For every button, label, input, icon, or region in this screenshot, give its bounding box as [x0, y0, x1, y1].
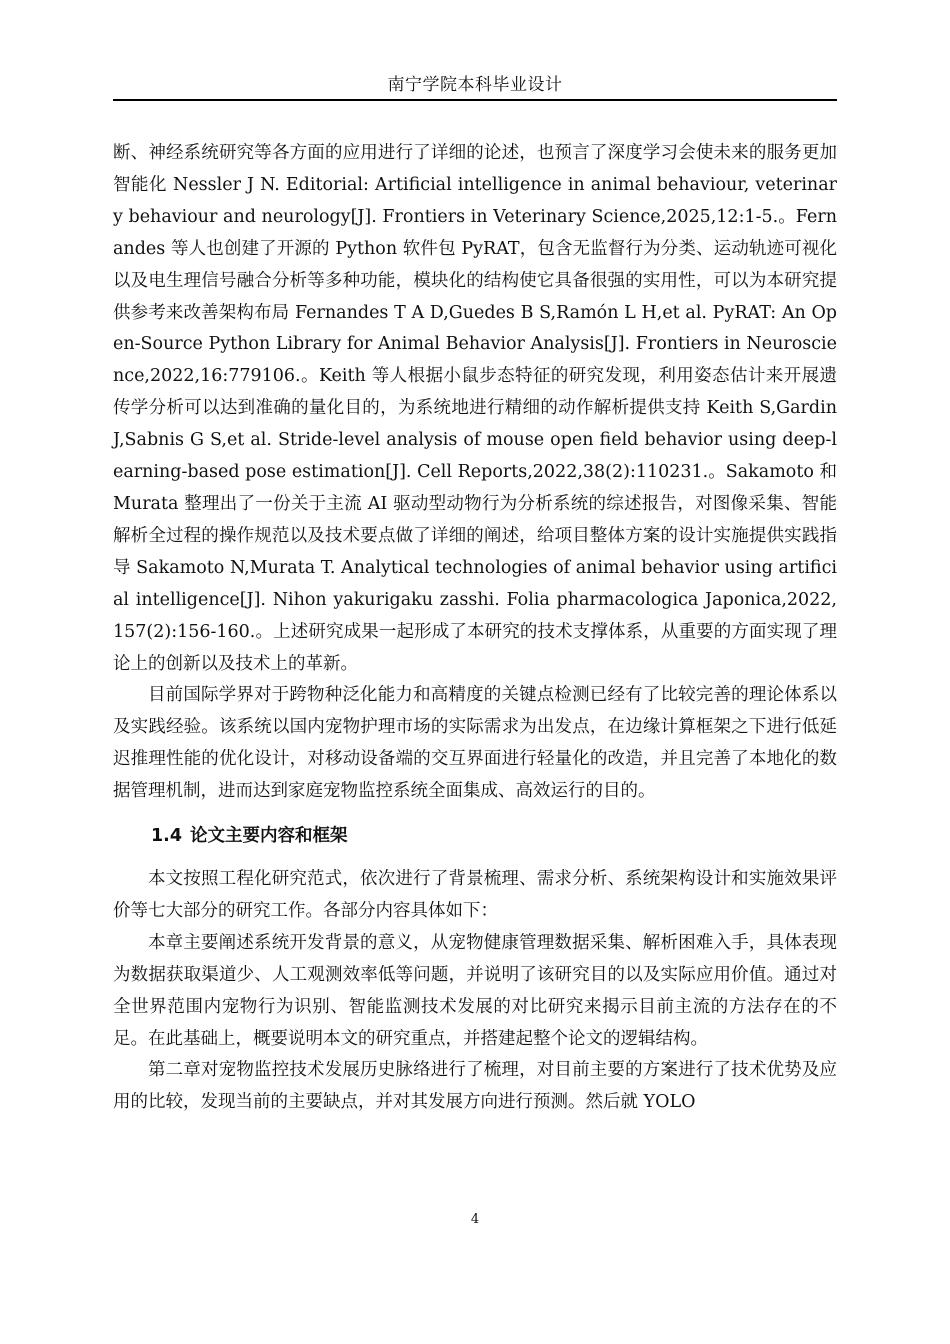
page-number: 4 [470, 1212, 480, 1227]
section-heading [151, 822, 837, 850]
body-paragraph-1: 断、神经系统研究等各方面的应用进行了详细的论述，也预言了深度学习会使未来的服务更加智能化 Nessler J N. Editorial: Artificial intelligence in animal behaviour, veterinary behaviour and neurology[J]. Frontiers in Veterinary Science,2025,12:1-5.。Fernandes 等人也创建了开源的 Python 软件包 PyRAT，包含无监督行为分类、运动轨迹可视化以及电生理信号融合分析等多种功能，模块化的结构使它具备很强的实用性，可以为本研究提供参考来改善架构布局 Fernandes T A D,Guedes B S,Ramón L H,et al. PyRAT: An Open-Source Python Library for Animal Behavior Analysis[J]. Frontiers in Neuroscience,2022,16:779106.。Keith 等人根据小鼠步态特征的研究发现，利用姿态估计来开展遗传学分析可以达到准确的量化目的，为系统地进行精细的动作解析提供支持 Keith S,Gardin J,Sabnis G S,et al. Stride-level analysis of mouse open field behavior using deep-learning-based pose estimation[J]. Cell Reports,2022,38(2):110231.。Sakamoto 和 Murata 整理出了一份关于主流 AI 驱动型动物行为分析系统的综述报告，对图像采集、智能解析全过程的操作规范以及技术要点做了详细的阐述，给项目整体方案的设计实施提供实践指导 Sakamoto N,Murata T. Analytical technologies of animal behavior using artificial intelligence[J]. Nihon yakurigaku zasshi. Folia pharmacologica Japonica,2022,157(2):156-160.。上述研究成果一起形成了本研究的技术支撑体系，从重要的方面实现了理论上的创新以及技术上的革新。 [113, 143, 837, 674]
page-body [113, 138, 837, 1119]
running-header-title: 南宁学院本科毕业设计 [387, 75, 563, 95]
body-paragraph-3: 本文按照工程化研究范式，依次进行了背景梳理、需求分析、系统架构设计和实施效果评价等七大部分的研究工作。各部分内容具体如下： [113, 869, 837, 921]
body-paragraph-2: 目前国际学界对于跨物种泛化能力和高精度的关键点检测已经有了比较完善的理论体系以及实践经验。该系统以国内宠物护理市场的实际需求为出发点，在边缘计算框架之下进行低延迟推理性能的优化设计，对移动设备端的交互界面进行轻量化的改造，并且完善了本地化的数据管理机制，进而达到家庭宠物监控系统全面集成、高效运行的目的。 [113, 685, 837, 802]
section-number: 1.4 [151, 826, 183, 847]
header-divider [113, 99, 837, 101]
section-title: 论文主要内容和框架 [190, 826, 348, 847]
body-paragraph-4: 本章主要阐述系统开发背景的意义，从宠物健康管理数据采集、解析困难入手，具体表现为数据获取渠道少、人工观测效率低等问题，并说明了该研究目的以及实际应用价值。通过对全世界范围内宠物行为识别、智能监测技术发展的对比研究来揭示目前主流的方法存在的不足。在此基础上，概要说明本文的研究重点，并搭建起整个论文的逻辑结构。 [113, 932, 837, 1049]
body-paragraph-5: 第二章对宠物监控技术发展历史脉络进行了梳理，对目前主要的方案进行了技术优势及应用的比较，发现当前的主要缺点，并对其发展方向进行预测。然后就 YOLO [113, 1060, 837, 1113]
